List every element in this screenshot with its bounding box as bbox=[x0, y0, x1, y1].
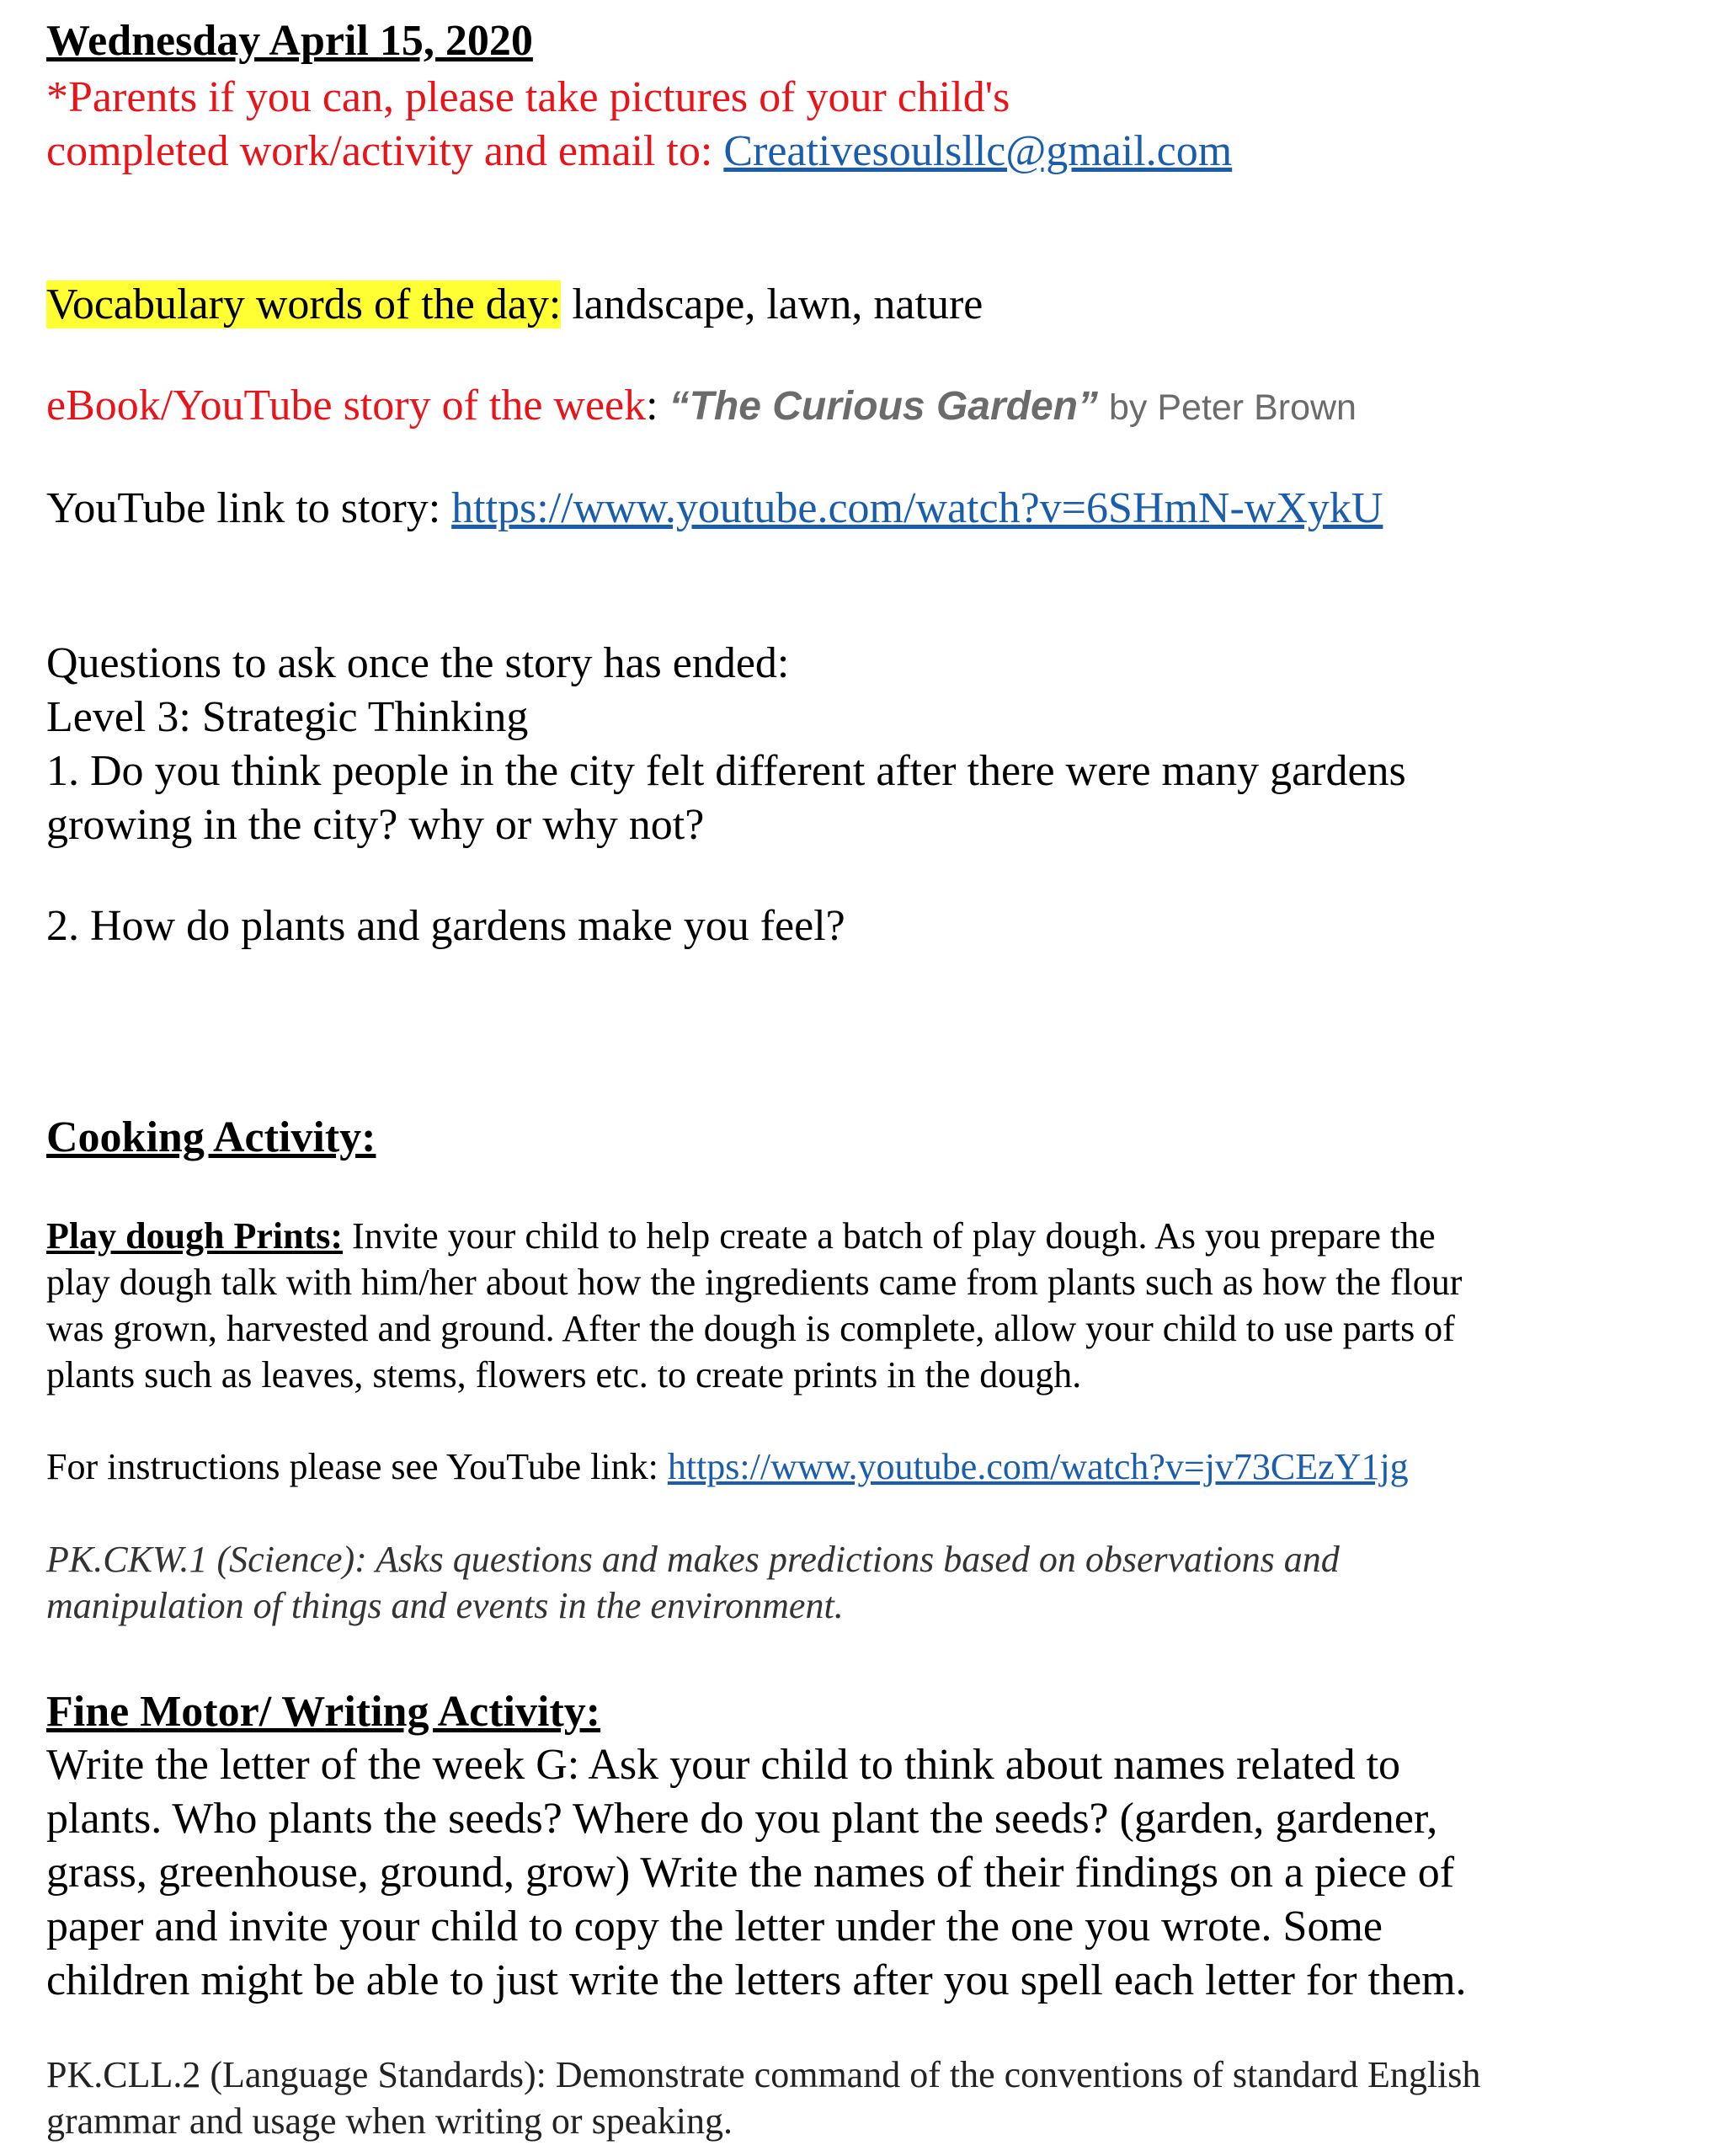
email-link[interactable]: Creativesoulsllc@gmail.com bbox=[723, 127, 1233, 175]
parents-note-text-2: completed work/activity and email to: bbox=[46, 127, 713, 175]
story-title: “The Curious Garden” bbox=[669, 384, 1098, 429]
fine-motor-standard-line-1: PK.CLL.2 (Language Standards): Demonstrate command of the conventions of standard English bbox=[46, 2054, 1481, 2095]
cooking-instructions-link[interactable]: https://www.youtube.com/watch?v=jv73CEzY1jg bbox=[667, 1446, 1409, 1487]
cooking-standard-line-2: manipulation of things and events in the environment. bbox=[46, 1585, 844, 1626]
cooking-line-4: plants such as leaves, stems, flowers etc. to create prints in the dough. bbox=[46, 1354, 1082, 1396]
cooking-instructions-label: For instructions please see YouTube link: bbox=[46, 1446, 658, 1487]
cooking-heading: Cooking Activity: bbox=[46, 1113, 376, 1161]
fine-motor-line-3: grass, greenhouse, ground, grow) Write the names of their findings on a piece of bbox=[46, 1849, 1455, 1897]
question-1-line-2: growing in the city? why or why not? bbox=[46, 801, 705, 849]
cooking-subheading: Play dough Prints: bbox=[46, 1215, 344, 1257]
cooking-line-3: was grown, harvested and ground. After the dough is complete, allow your child to use parts of bbox=[46, 1308, 1455, 1349]
parents-note-line-1 bbox=[46, 71, 1671, 125]
youtube-story-label: YouTube link to story: bbox=[46, 484, 441, 532]
story-label: eBook/YouTube story of the week bbox=[46, 382, 647, 430]
fine-motor-line-2: plants. Who plants the seeds? Where do you plant the seeds? (garden, gardener, bbox=[46, 1795, 1438, 1843]
question-1-line-1: 1. Do you think people in the city felt different after there were many gardens bbox=[46, 747, 1406, 795]
questions-intro: Questions to ask once the story has ended: bbox=[46, 639, 790, 687]
vocabulary-label: Vocabulary words of the day: bbox=[46, 280, 562, 328]
cooking-line-2: play dough talk with him/her about how the ingredients came from plants such as how the flour bbox=[46, 1262, 1463, 1303]
fine-motor-heading: Fine Motor/ Writing Activity: bbox=[46, 1688, 601, 1736]
cooking-instructions-line bbox=[46, 1444, 1671, 1490]
fine-motor-line-1: Write the letter of the week G: Ask your child to think about names related to bbox=[46, 1741, 1401, 1789]
fine-motor-line-5: children might be able to just write the letters after you spell each letter for them. bbox=[46, 1956, 1467, 2004]
fine-motor-standard-line-2: grammar and usage when writing or speaking. bbox=[46, 2100, 733, 2142]
cooking-standard-line-1: PK.CKW.1 (Science): Asks questions and makes predictions based on observations and bbox=[46, 1539, 1340, 1580]
question-2: 2. How do plants and gardens make you feel? bbox=[46, 902, 845, 950]
parents-note-line-2 bbox=[46, 125, 1671, 179]
story-author: by Peter Brown bbox=[1108, 387, 1357, 428]
parents-note-text-1: *Parents if you can, please take pictures of your child's bbox=[46, 73, 1010, 121]
cooking-line-1 bbox=[46, 1213, 1671, 1259]
fine-motor-line-4: paper and invite your child to copy the letter under the one you wrote. Some bbox=[46, 1903, 1383, 1951]
vocabulary-line bbox=[46, 278, 1671, 332]
story-line bbox=[46, 379, 1671, 435]
cooking-text-1: Invite your child to help create a batch of play dough. As you prepare the bbox=[352, 1215, 1436, 1257]
story-colon: : bbox=[646, 382, 658, 430]
vocabulary-words: landscape, lawn, nature bbox=[572, 280, 983, 328]
questions-level: Level 3: Strategic Thinking bbox=[46, 693, 529, 741]
date-heading: Wednesday April 15, 2020 bbox=[46, 17, 533, 65]
youtube-story-link[interactable]: https://www.youtube.com/watch?v=6SHmN-wXykU bbox=[451, 484, 1383, 532]
youtube-story-line bbox=[46, 482, 1671, 536]
